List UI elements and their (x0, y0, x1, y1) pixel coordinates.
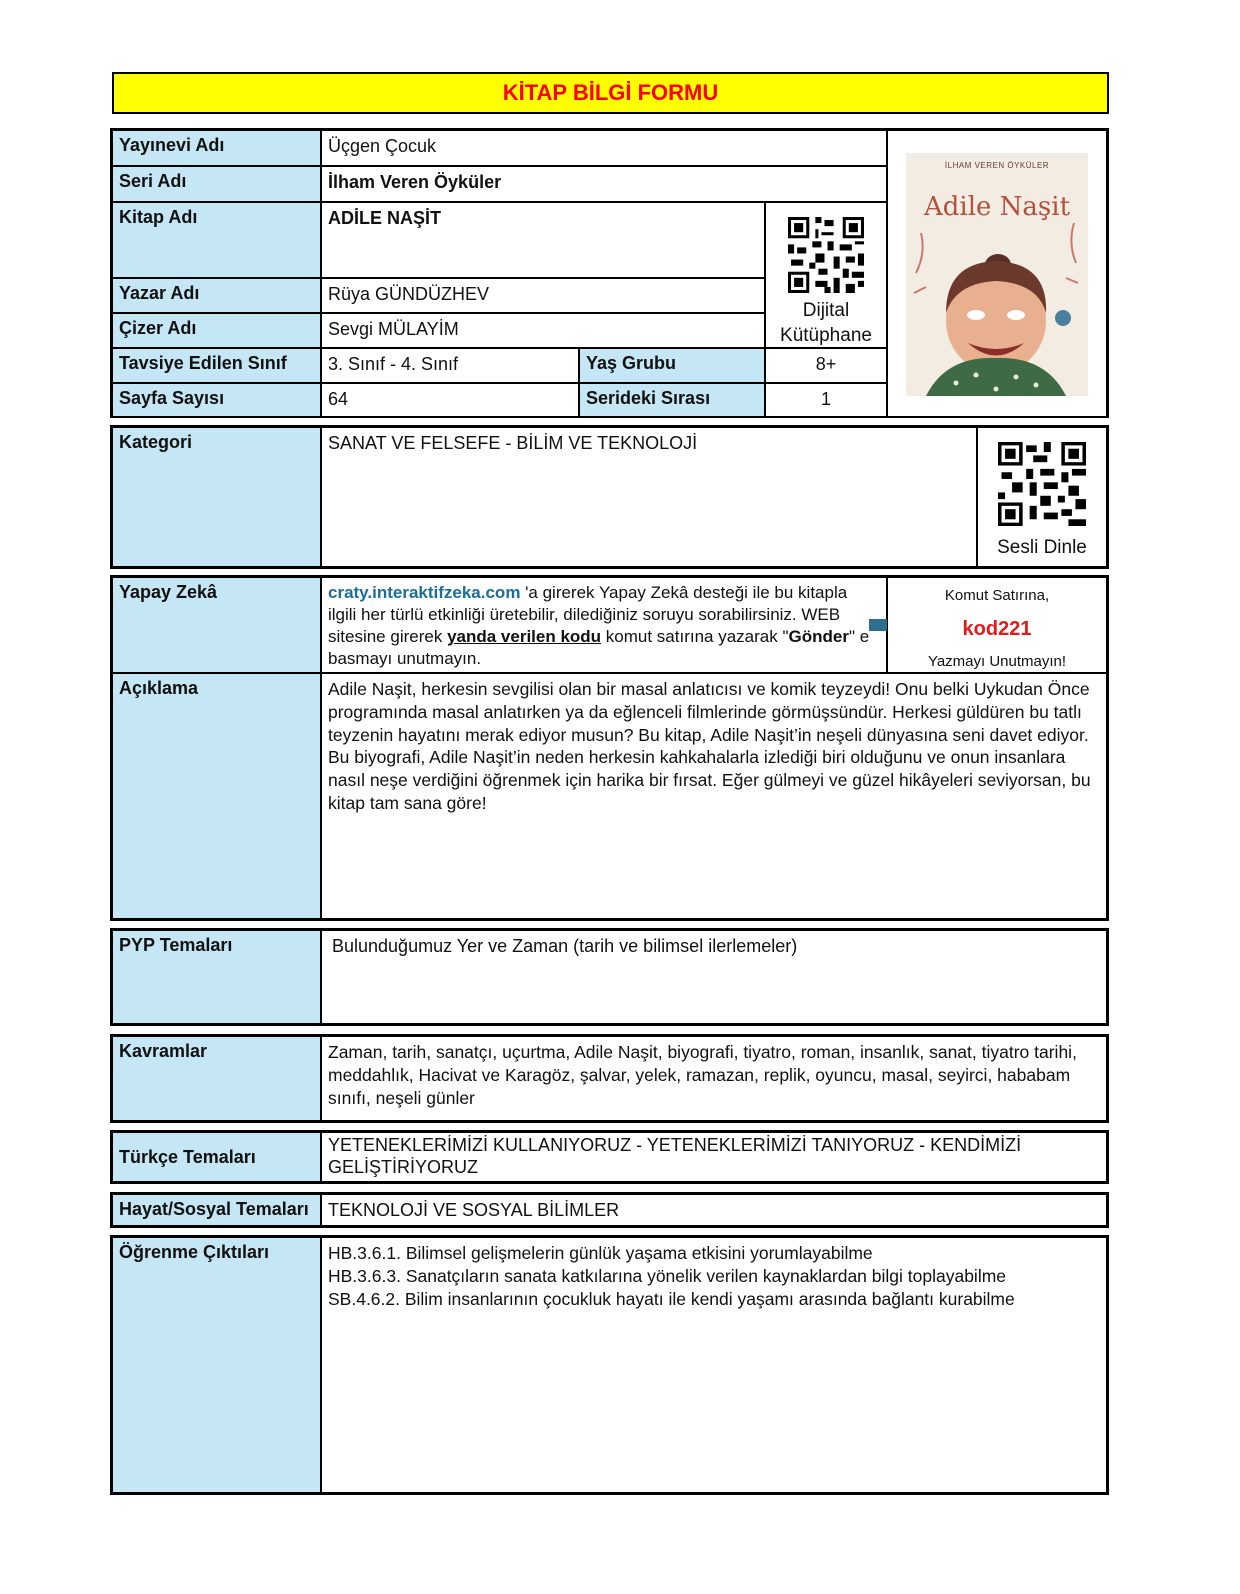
publisher-label: Yayınevi Adı (112, 130, 321, 166)
author-value: Rüya GÜNDÜZHEV (321, 278, 765, 313)
pyp-label: PYP Temaları (112, 930, 321, 1024)
publisher-value: Üçgen Çocuk (321, 130, 887, 166)
ai-text-part1: 'a girerek Yapay Zekâ desteği ile bu kitapla ilgili her türlü etkinliği üretebilir, dilediğiniz soruyu sorabilirsiniz. WEB sitesine girerek (328, 583, 848, 647)
age-label: Yaş Grubu (579, 348, 765, 383)
ai-text-part3: " e basmayı unutmayın. (328, 627, 870, 669)
pyp-value: Bulunduğumuz Yer ve Zaman (tarih ve bilimsel ilerlemeler) (321, 930, 1107, 1024)
book-cover (906, 153, 1088, 396)
category-label: Kategori (112, 427, 321, 567)
ai-text-part2: komut satırına yazarak " (601, 627, 789, 647)
digital-library-cell[interactable] (765, 202, 887, 348)
outcomes-label: Öğrenme Çıktıları (112, 1237, 321, 1493)
description-label: Açıklama (112, 673, 321, 919)
digital-library-line1: Dijital (802, 300, 850, 321)
cover-illustration (906, 153, 1088, 396)
series-label: Seri Adı (112, 166, 321, 202)
ai-send: Gönder (788, 627, 849, 647)
cover-title: Adile Naşit (923, 192, 1071, 222)
ai-code-bottom: Yazmayı Unutmayın! (927, 652, 1067, 670)
book-cover-cell (887, 130, 1107, 417)
grade-value: 3. Sınıf - 4. Sınıf (321, 348, 579, 383)
life-label: Hayat/Sosyal Temaları (112, 1194, 321, 1226)
form-title: KİTAP BİLGİ FORMU (112, 72, 1109, 114)
category-value: SANAT VE FELSEFE - BİLİM VE TEKNOLOJİ (321, 427, 977, 567)
concepts-value: Zaman, tarih, sanatçı, uçurtma, Adile Naşit, biyografi, tiyatro, roman, insanlık, sanat, tiyatro tarihi, meddahlık, Hacivat ve Karagöz, şalvar, yelek, ramazan, replik, oyuncu, masal, seyirci, hababam sınıfı, neşeli günler (321, 1036, 1107, 1121)
illustrator-label: Çizer Adı (112, 313, 321, 348)
pages-value: 64 (321, 383, 579, 417)
outcome-item: HB.3.6.1. Bilimsel gelişmelerin günlük yaşama etkisini yorumlayabilme (328, 1243, 873, 1263)
order-value: 1 (765, 383, 887, 417)
outcomes-value (321, 1237, 1107, 1493)
order-label: Serideki Sırası (579, 383, 765, 417)
cover-series-line: İLHAM VEREN ÖYKÜLER (944, 161, 1050, 170)
illustrator-value: Sevgi MÜLAYİM (321, 313, 765, 348)
ai-text (321, 577, 887, 673)
outcome-item: SB.4.6.2. Bilim insanlarının çocukluk hayatı ile kendi yaşamı arasında bağlantı kurabilme (328, 1288, 1015, 1309)
ai-emphasis: yanda verilen kodu (447, 627, 602, 647)
turkish-label: Türkçe Temaları (112, 1132, 321, 1182)
book-value: ADİLE NAŞİT (321, 202, 765, 278)
age-value: 8+ (765, 348, 887, 383)
concepts-label: Kavramlar (112, 1036, 321, 1121)
ai-code[interactable]: kod221 (962, 617, 1032, 640)
ai-label: Yapay Zekâ (112, 577, 321, 673)
life-value: TEKNOLOJİ VE SOSYAL BİLİMLER (321, 1194, 1107, 1226)
series-value: İlham Veren Öyküler (321, 166, 887, 202)
ai-code-cell (887, 577, 1107, 673)
pages-label: Sayfa Sayısı (112, 383, 321, 417)
audio-cell[interactable] (977, 427, 1107, 567)
author-label: Yazar Adı (112, 278, 321, 313)
description-value: Adile Naşit, herkesin sevgilisi olan bir masal anlatıcısı ve komik teyzeydi! Onu belki Uykudan Önce programında masal anlatırken ya da eğlenceli filmlerinde görmüşsündür. Herkesi güldüren bu tatlı teyzenin hayatını merak ediyor musun? Bu kitap, Adile Naşit’in neşeli dünyasına seni davet ediyor. Bu biyografi, Adile Naşit’in neden herkesin kahkahalarla izlediği biri olduğunu ve onun insanlara nasıl neşe verdiğini öğrenmek için harika bir fırsat. Eğer gülmeyi ve güzel hikâyeleri seviyorsan, bu kitap tam sana göre! (321, 673, 1107, 919)
ai-code-top: Komut Satırına, (944, 587, 1050, 604)
digital-library-line2: Kütüphane (780, 324, 872, 346)
qr-code-icon (998, 442, 1086, 526)
turkish-value: YETENEKLERİMİZİ KULLANIYORUZ - YETENEKLERİMİZİ TANIYORUZ - KENDİMİZİ GELİŞTİRİYORUZ (321, 1132, 1107, 1182)
grade-label: Tavsiye Edilen Sınıf (112, 348, 321, 383)
ai-link[interactable]: craty.interaktifzeka.com (328, 583, 521, 602)
book-label: Kitap Adı (112, 202, 321, 278)
outcome-item: HB.3.6.3. Sanatçıların sanata katkılarına yönelik verilen kaynaklardan bilgi toplayabilme (328, 1265, 1007, 1286)
qr-code-icon (788, 217, 864, 293)
audio-label: Sesli Dinle (997, 537, 1087, 558)
